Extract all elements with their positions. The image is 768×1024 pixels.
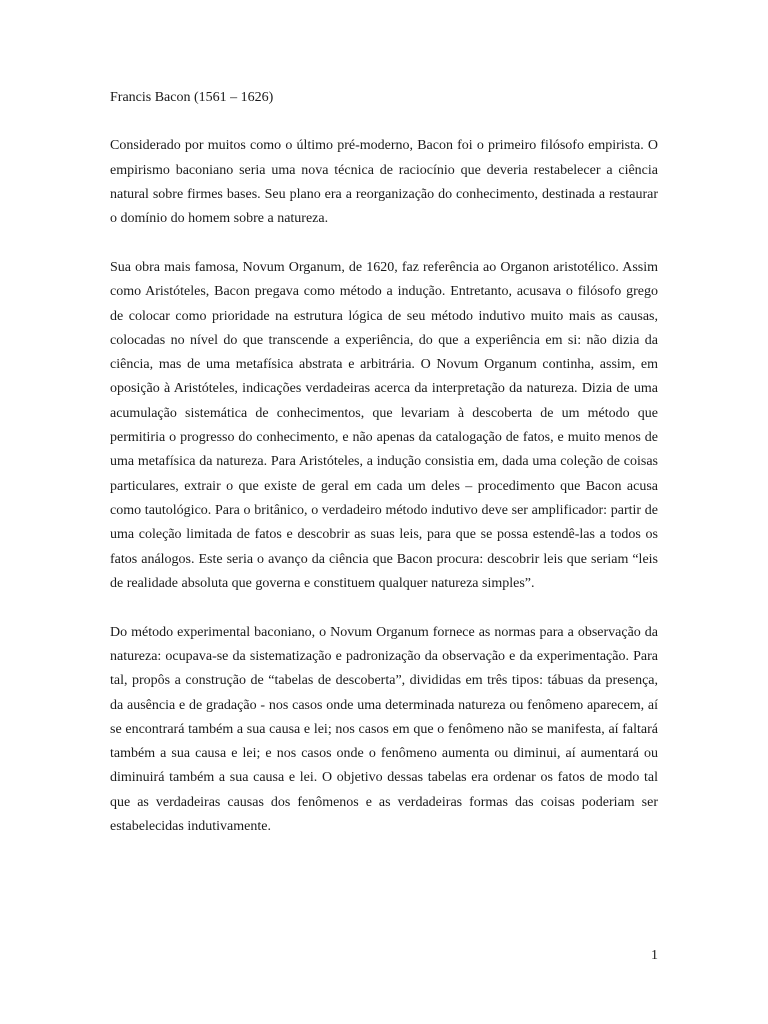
paragraph-experimental-method: Do método experimental baconiano, o Novum Organum fornece as normas para a observação da natureza: ocupava-se da sistematização e padronização da observação e da experimentação. Para tal, propôs a construção de “tabelas de descoberta”, divididas em três tipos: tábuas da presença, da ausência e de gradação - nos casos onde uma determinada natureza ou fenômeno aparecem, aí se encontrará também a sua causa e lei; nos casos em que o fenômeno não se manifesta, aí faltará também a sua causa e lei; e nos casos onde o fenômeno aumenta ou diminui, aí aumentará ou diminuirá também a sua causa e lei. O objetivo dessas tabelas era ordenar os fatos de modo tal que as verdadeiras causas dos fenômenos e as verdadeiras formas das coisas poderiam ser estabelecidas indutivamente. xyxy=(110,624,658,835)
page-number: 1 xyxy=(651,948,658,963)
paragraph-intro: Considerado por muitos como o último pré-moderno, Bacon foi o primeiro filósofo empirista. O empirismo baconiano seria uma nova técnica de raciocínio que deveria restabelecer a ciência natural sobre firmes bases. Seu plano era a reorganização do conhecimento, destinada a restaurar o domínio do homem sobre a natureza. xyxy=(110,138,658,227)
document-body xyxy=(110,86,658,864)
document-heading: Francis Bacon (1561 – 1626) xyxy=(110,90,274,105)
paragraph-novum-organum: Sua obra mais famosa, Novum Organum, de 1620, faz referência ao Organon aristotélico. Assim como Aristóteles, Bacon pregava como método a indução. Entretanto, acusava o filósofo grego de colocar como prioridade na estrutura lógica de seu método indutivo muito mais as causas, colocadas no nível do que transcende a experiência, do que a experiência em si: não dizia da ciência, mas de uma metafísica abstrata e arbitrária. O Novum Organum continha, assim, em oposição à Aristóteles, indicações verdadeiras acerca da interpretação da natureza. Dizia de uma acumulação sistemática de conhecimentos, que levariam à descoberta de um método que permitiria o progresso do conhecimento, e não apenas da catalogação de fatos, e muito menos de uma metafísica da natureza. Para Aristóteles, a indução consistia em, dada uma coleção de coisas particulares, extrair o que existe de geral em cada um deles – procedimento que Bacon acusa como tautológico. Para o britânico, o verdadeiro método indutivo deve ser amplificador: partir de uma coleção limitada de fatos e descobrir as suas leis, para que se possa estendê-las a todos os fatos análogos. Este seria o avanço da ciência que Bacon procura: descobrir leis que seriam “leis de realidade absoluta que governa e constituem qualquer natureza simples”. xyxy=(110,259,658,591)
